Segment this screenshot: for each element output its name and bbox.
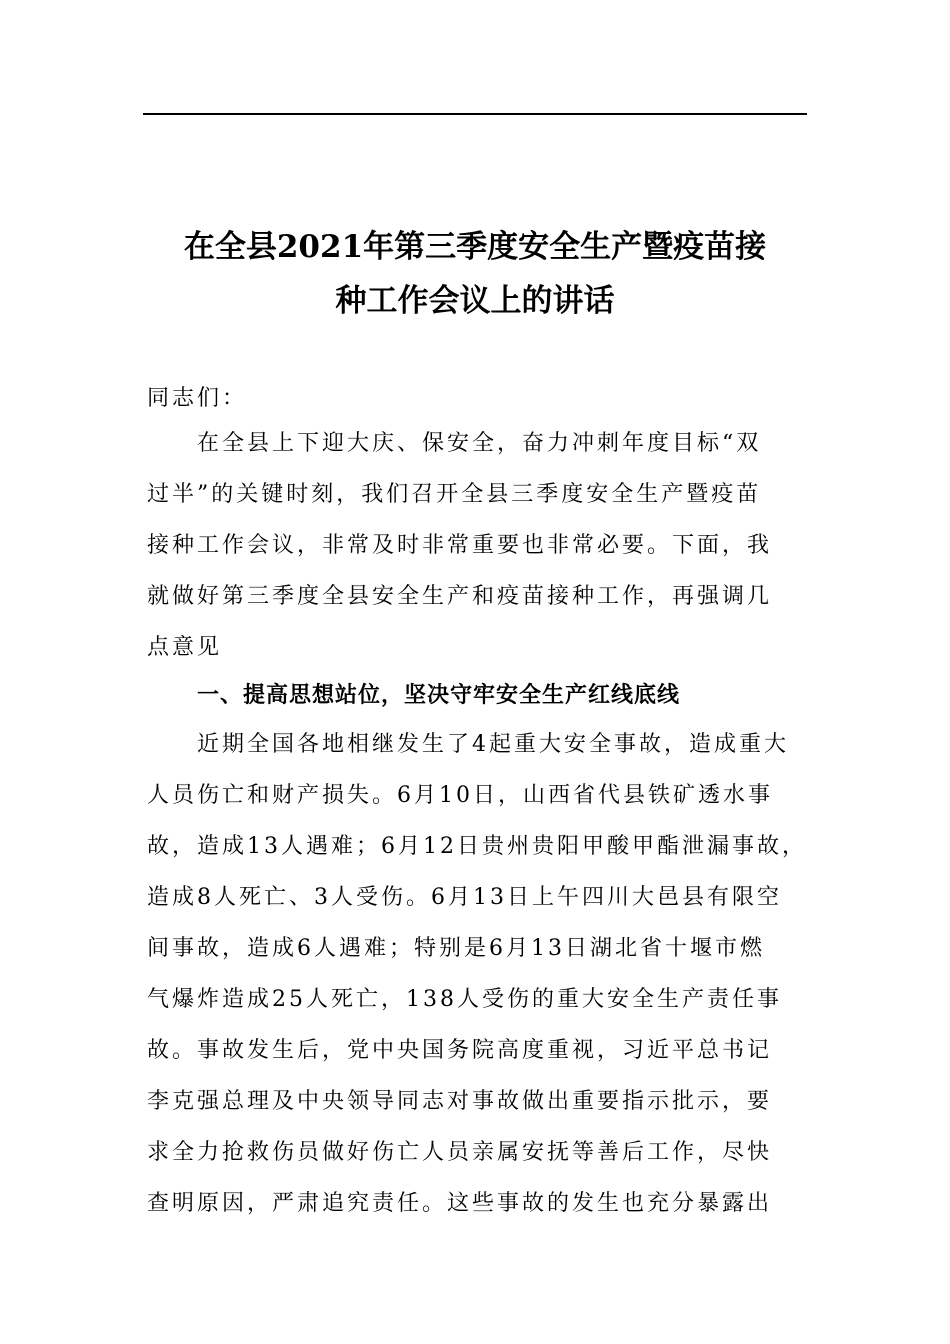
paragraph-accidents <box>147 719 811 1229</box>
paragraph-line: 故，造成13人遇难；6月12日贵州贵阳甲酸甲酯泄漏事故， <box>147 834 807 859</box>
paragraph-line: 接种工作会议，非常及时非常重要也非常必要。下面，我 <box>147 533 773 558</box>
paragraph-line: 点意见 <box>147 635 223 660</box>
document-title <box>143 220 807 328</box>
paragraph-line: 人员伤亡和财产损失。6月10日，山西省代县铁矿透水事 <box>147 783 773 808</box>
paragraph-line: 在全县上下迎大庆、保安全，奋力冲刺年度目标“双 <box>197 431 762 456</box>
paragraph-intro <box>147 418 811 673</box>
paragraph-line: 过半”的关键时刻，我们召开全县三季度安全生产暨疫苗 <box>147 482 762 507</box>
header-rule <box>143 113 807 115</box>
section-heading-1: 一、提高思想站位，坚决守牢安全生产红线底线 <box>197 682 681 708</box>
paragraph-line: 间事故，造成6人遇难；特别是6月13日湖北省十堰市燃 <box>147 936 765 961</box>
paragraph-line: 故。事故发生后，党中央国务院高度重视，习近平总书记 <box>147 1038 773 1063</box>
paragraph-line: 求全力抢救伤员做好伤亡人员亲属安抚等善后工作，尽快 <box>147 1140 773 1165</box>
paragraph-line: 就做好第三季度全县安全生产和疫苗接种工作，再强调几 <box>147 584 773 609</box>
paragraph-line: 近期全国各地相继发生了4起重大安全事故，造成重大 <box>197 732 789 757</box>
paragraph-line: 查明原因，严肃追究责任。这些事故的发生也充分暴露出 <box>147 1191 773 1216</box>
title-line-1: 在全县2021年第三季度安全生产暨疫苗接 <box>183 229 767 265</box>
paragraph-line: 李克强总理及中央领导同志对事故做出重要指示批示，要 <box>147 1089 773 1114</box>
salutation: 同志们： <box>147 386 248 411</box>
title-line-2: 种工作会议上的讲话 <box>335 283 615 319</box>
paragraph-line: 造成8人死亡、3人受伤。6月13日上午四川大邑县有限空 <box>147 885 782 910</box>
paragraph-line: 气爆炸造成25人死亡，138人受伤的重大安全生产责任事 <box>147 987 782 1012</box>
